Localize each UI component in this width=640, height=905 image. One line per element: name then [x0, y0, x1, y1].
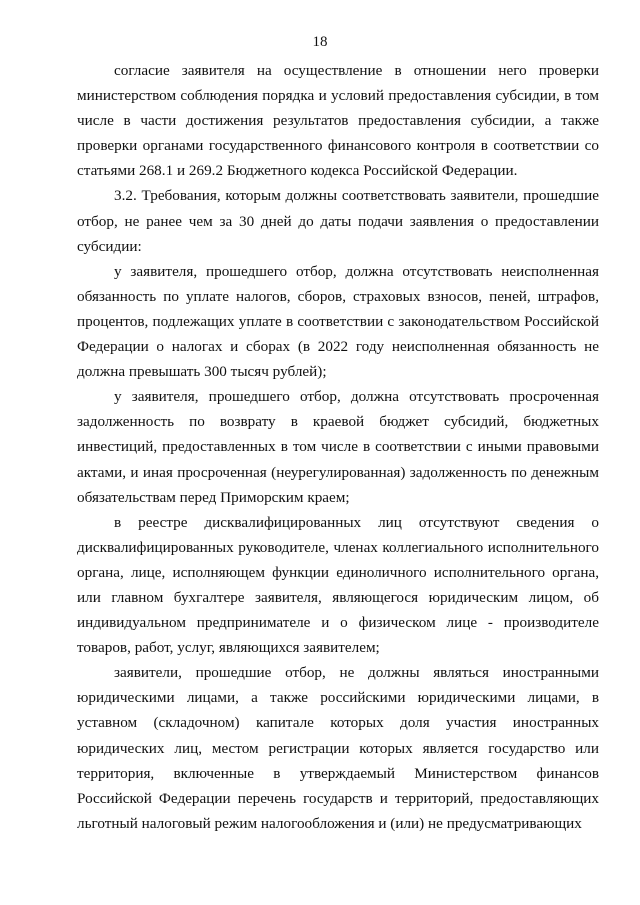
paragraph-consent-verification: согласие заявителя на осуществление в отношении него проверки министерством соблюдения порядка и условий предоставления субсидии, в том числе в части достижения результатов предоставления субсидии, а также проверки органами государственного финансового контроля в соответствии со статьями 268.1 и 269.2 Бюджетного кодекса Российской Федерации. [77, 62, 599, 180]
paragraph-foreign-entities: заявители, прошедшие отбор, не должны являться иностранными юридическими лицами, а также российскими юридическими лицами, в уставном (складочном) капитале которых доля участия иностранных юридических лиц, местом регистрации которых является государство или территория, включенные в утверждаемый Министерством финансов Российской Федерации перечень государств и территорий, предоставляющих льготный налоговый режим налогообложения и (или) не предусматривающих [77, 664, 599, 832]
paragraph-disqualified-persons: в реестре дисквалифицированных лиц отсутствуют сведения о дисквалифицированных руководителе, членах коллегиального исполнительного органа, лице, исполняющем функции единоличного исполнительного органа, или главном бухгалтере заявителя, являющегося юридическим лицом, об индивидуальном предпринимателе и о физическом лице - производителе товаров, работ, услуг, являющихся заявителем; [77, 513, 599, 657]
document-body [77, 58, 599, 836]
page-number: 18 [312, 34, 328, 50]
paragraph-no-tax-debt: у заявителя, прошедшего отбор, должна отсутствовать неисполненная обязанность по уплате налогов, сборов, страховых взносов, пеней, штрафов, процентов, подлежащих уплате в соответствии с законодательством Российской Федерации о налогах и сборах (в 2022 году неисполненная обязанность не должна превышать 300 тысяч рублей); [77, 262, 599, 381]
paragraph-no-overdue-debt: у заявителя, прошедшего отбор, должна отсутствовать просроченная задолженность по возврату в краевой бюджет субсидий, бюджетных инвестиций, предоставленных в том числе в соответствии с иными правовыми актами, и иная просроченная (неурегулированная) задолженность по денежным обязательствам перед Приморским краем; [77, 388, 599, 506]
paragraph-requirements-3-2: 3.2. Требования, которым должны соответствовать заявители, прошедшие отбор, не ранее чем за 30 дней до даты подачи заявления о предоставлении субсидии: [77, 187, 599, 255]
